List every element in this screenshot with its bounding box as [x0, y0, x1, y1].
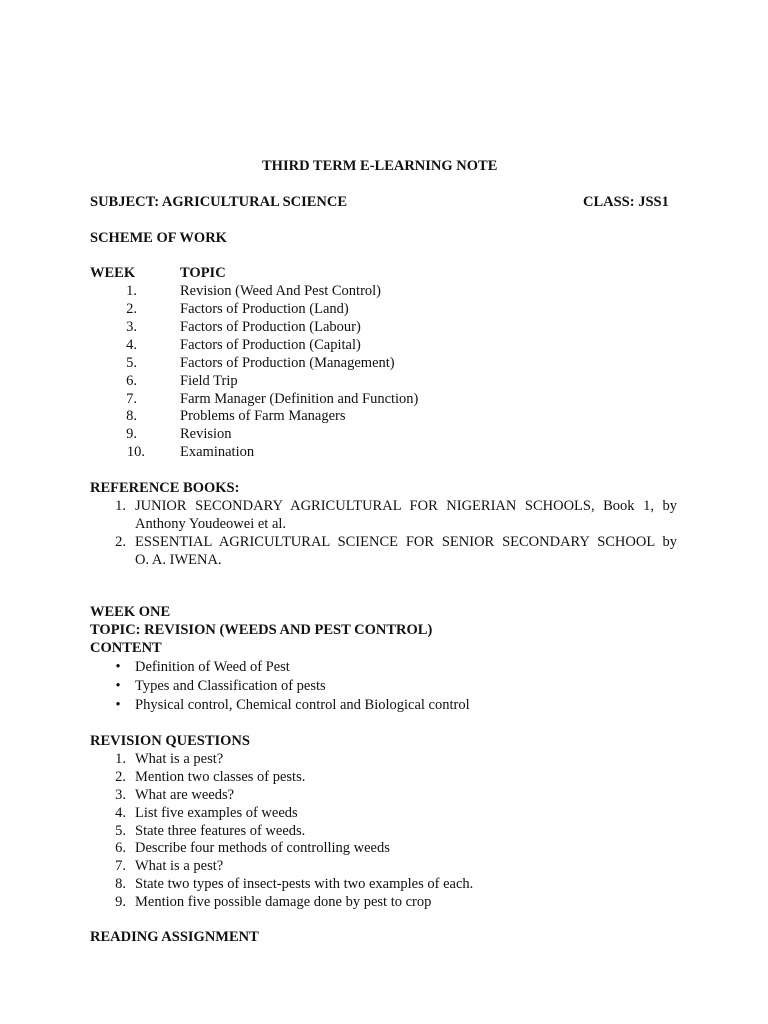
reference-author-line: O. A. IWENA.: [135, 552, 222, 568]
scheme-topic: Examination: [180, 444, 255, 460]
question-text: What are weeds?: [135, 787, 235, 803]
reference-heading: REFERENCE BOOKS:: [90, 480, 240, 496]
reference-number: 1.: [115, 498, 126, 514]
question-text: State three features of weeds.: [135, 823, 306, 839]
question-number: 3.: [115, 787, 126, 803]
question-text: State two types of insect-pests with two examples of each.: [135, 876, 474, 892]
scheme-week-number: 8.: [126, 408, 137, 424]
bullet-icon: •: [115, 678, 121, 694]
question-number: 7.: [115, 858, 126, 874]
content-item: Definition of Weed of Pest: [135, 659, 290, 675]
scheme-week-number: 1.: [126, 283, 137, 299]
reading-assignment-heading: READING ASSIGNMENT: [90, 929, 259, 945]
question-text: Mention two classes of pests.: [135, 769, 306, 785]
class-label: CLASS: JSS1: [583, 194, 669, 210]
reference-number: 2.: [115, 534, 126, 550]
scheme-topic: Farm Manager (Definition and Function): [180, 391, 419, 407]
scheme-topic: Field Trip: [180, 373, 238, 389]
week-one-heading: WEEK ONE: [90, 604, 171, 620]
scheme-week-number: 6.: [126, 373, 137, 389]
question-text: Describe four methods of controlling weeds: [135, 840, 390, 856]
content-item: Types and Classification of pests: [135, 678, 326, 694]
scheme-heading: SCHEME OF WORK: [90, 230, 227, 246]
scheme-week-number: 10.: [126, 444, 145, 460]
question-number: 5.: [115, 823, 126, 839]
scheme-topic: Factors of Production (Land): [180, 301, 349, 317]
scheme-week-number: 7.: [126, 391, 137, 407]
week-one-topic: TOPIC: REVISION (WEEDS AND PEST CONTROL): [90, 622, 433, 638]
scheme-topic: Revision: [180, 426, 232, 442]
subject-label: SUBJECT: AGRICULTURAL SCIENCE: [90, 194, 348, 210]
scheme-topic: Problems of Farm Managers: [180, 408, 346, 424]
question-text: What is a pest?: [135, 858, 224, 874]
scheme-week-number: 2.: [126, 301, 137, 317]
week-column-header: WEEK: [90, 265, 136, 281]
reference-title-line: ESSENTIAL AGRICULTURAL SCIENCE FOR SENIOR SECONDARY SCHOOL by: [135, 534, 677, 550]
question-number: 8.: [115, 876, 126, 892]
question-text: List five examples of weeds: [135, 805, 298, 821]
scheme-week-number: 4.: [126, 337, 137, 353]
question-number: 9.: [115, 894, 126, 910]
bullet-icon: •: [115, 697, 121, 713]
scheme-topic: Revision (Weed And Pest Control): [180, 283, 382, 299]
page-title: THIRD TERM E-LEARNING NOTE: [262, 158, 498, 174]
scheme-topic: Factors of Production (Labour): [180, 319, 361, 335]
content-item: Physical control, Chemical control and Biological control: [135, 697, 470, 713]
question-number: 1.: [115, 751, 126, 767]
scheme-week-number: 5.: [126, 355, 137, 371]
question-number: 4.: [115, 805, 126, 821]
content-heading: CONTENT: [90, 640, 162, 656]
scheme-topic: Factors of Production (Management): [180, 355, 395, 371]
scheme-week-number: 3.: [126, 319, 137, 335]
question-number: 6.: [115, 840, 126, 856]
bullet-icon: •: [115, 659, 121, 675]
question-text: Mention five possible damage done by pest to crop: [135, 894, 432, 910]
scheme-topic: Factors of Production (Capital): [180, 337, 361, 353]
revision-heading: REVISION QUESTIONS: [90, 733, 250, 749]
reference-title-line: JUNIOR SECONDARY AGRICULTURAL FOR NIGERIAN SCHOOLS, Book 1, by: [135, 498, 677, 514]
scheme-week-number: 9.: [126, 426, 137, 442]
question-number: 2.: [115, 769, 126, 785]
question-text: What is a pest?: [135, 751, 224, 767]
topic-column-header: TOPIC: [180, 265, 226, 281]
reference-author-line: Anthony Youdeowei et al.: [135, 516, 287, 532]
